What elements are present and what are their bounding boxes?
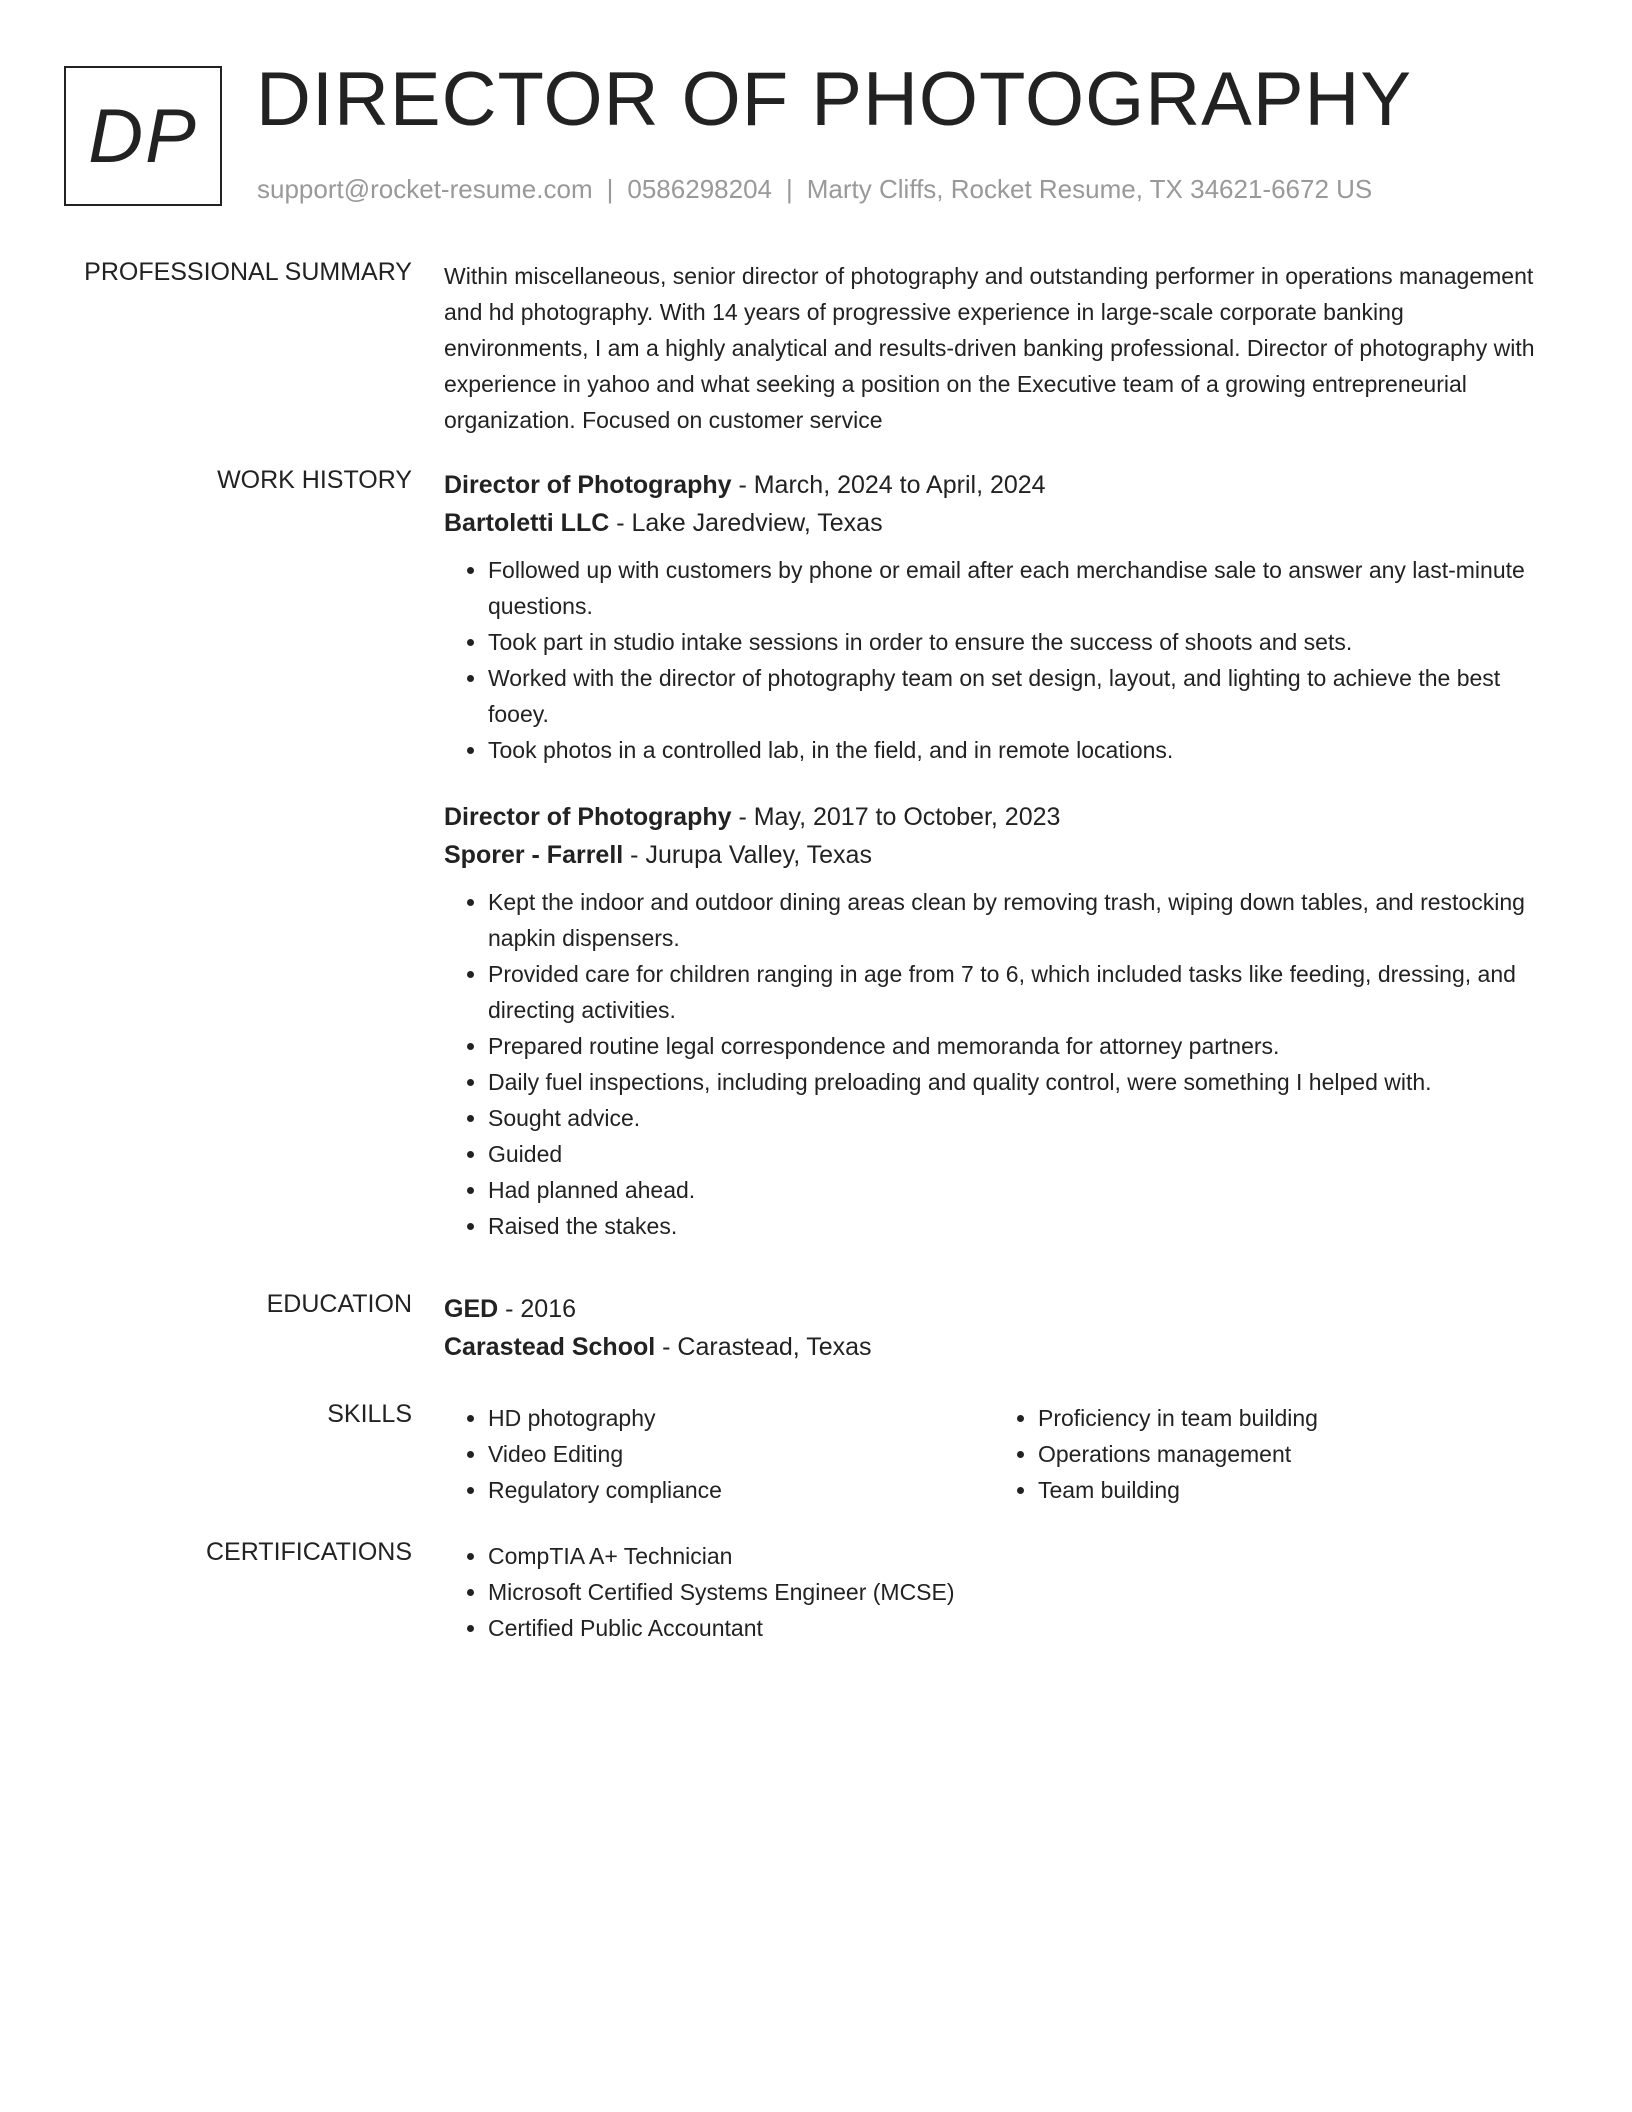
summary-text: Within miscellaneous, senior director of photography and outstanding performer in operations management and hd photography. With 14 years of progressive experience in large-scale corporate banking environments, I am a highly analytical and results-driven banking professional. Director of photography with experience in yahoo and what seeking a position on the Executive team of a growing entrepreneurial organization. Focused on customer service	[444, 263, 1535, 433]
work-label: WORK HISTORY	[217, 466, 412, 494]
list-item: • Proficiency in team building	[1038, 1400, 1538, 1436]
education-label: EDUCATION	[266, 1290, 412, 1318]
list-item: • Daily fuel inspections, including preloading and quality control, were something I helped with.	[488, 1064, 1544, 1100]
certifications-body	[444, 1538, 1544, 1646]
education-location: - Carastead, Texas	[655, 1333, 872, 1361]
contact-separator: |	[606, 174, 614, 204]
certifications-label: CERTIFICATIONS	[205, 1538, 412, 1566]
list-item: • Took photos in a controlled lab, in the field, and in remote locations.	[488, 732, 1544, 768]
list-item: • Certified Public Accountant	[488, 1610, 1544, 1646]
list-item: • Sought advice.	[488, 1100, 1544, 1136]
summary-body	[444, 258, 1544, 438]
list-item: • Kept the indoor and outdoor dining areas clean by removing trash, wiping down tables, and restocking napkin dispensers.	[488, 884, 1544, 956]
job-title-line	[444, 798, 1544, 836]
work-body	[444, 466, 1544, 1244]
list-item: • Raised the stakes.	[488, 1208, 1544, 1244]
contact-separator: |	[786, 174, 793, 204]
job-entry	[444, 466, 1544, 768]
education-degree: GED	[444, 1295, 499, 1323]
job-company-line	[444, 836, 1544, 874]
list-item: • Team building	[1038, 1472, 1538, 1508]
contact-phone[interactable]: 0586298204	[627, 174, 772, 204]
job-company: Sporer - Farrell	[444, 841, 624, 869]
skills-column-2	[988, 1400, 1538, 1508]
job-entry	[444, 798, 1544, 1244]
skills-grid	[444, 1400, 1544, 1508]
education-year: - 2016	[498, 1295, 577, 1323]
list-item: • Video Editing	[488, 1436, 988, 1472]
page-title: DIRECTOR OF PHOTOGRAPHY	[256, 57, 1413, 142]
job-company-line	[444, 504, 1544, 542]
job-location: - Lake Jaredview, Texas	[609, 509, 883, 537]
list-item: • Regulatory compliance	[488, 1472, 988, 1508]
job-title: Director of Photography	[444, 471, 732, 499]
job-dates: - March, 2024 to April, 2024	[731, 471, 1046, 499]
job-title: Director of Photography	[444, 803, 732, 831]
education-body	[444, 1290, 1544, 1366]
job-location: - Jurupa Valley, Texas	[623, 841, 872, 869]
job-bullets	[444, 884, 1544, 1244]
list-item: • Took part in studio intake sessions in order to ensure the success of shoots and sets.	[488, 624, 1544, 660]
list-item: • Worked with the director of photography team on set design, layout, and lighting to achieve the best fooey.	[488, 660, 1544, 732]
list-item: • Provided care for children ranging in age from 7 to 6, which included tasks like feeding, dressing, and directing activities.	[488, 956, 1544, 1028]
contact-address: Marty Cliffs, Rocket Resume, TX 34621-6672 US	[806, 174, 1373, 204]
job-dates: - May, 2017 to October, 2023	[731, 803, 1061, 831]
job-title-line	[444, 466, 1544, 504]
list-item: • Had planned ahead.	[488, 1172, 1544, 1208]
skills-label: SKILLS	[327, 1400, 412, 1428]
list-item: • Operations management	[1038, 1436, 1538, 1472]
list-item: • Microsoft Certified Systems Engineer (MCSE)	[488, 1574, 1544, 1610]
list-item: • Followed up with customers by phone or email after each merchandise sale to answer any last-minute questions.	[488, 552, 1544, 624]
certifications-list	[444, 1538, 1544, 1646]
education-degree-line	[444, 1290, 1544, 1328]
list-item: • Guided	[488, 1136, 1544, 1172]
skills-column-1	[444, 1400, 988, 1508]
education-school-line	[444, 1328, 1544, 1366]
summary-label: PROFESSIONAL SUMMARY	[84, 258, 412, 286]
job-bullets	[444, 552, 1544, 768]
skills-body	[444, 1400, 1544, 1508]
list-item: • CompTIA A+ Technician	[488, 1538, 1544, 1574]
monogram: DP	[64, 66, 222, 206]
contact-line	[257, 174, 1372, 205]
contact-email[interactable]: support@rocket-resume.com	[257, 174, 593, 204]
education-school: Carastead School	[444, 1333, 656, 1361]
job-company: Bartoletti LLC	[444, 509, 610, 537]
list-item: • HD photography	[488, 1400, 988, 1436]
list-item: • Prepared routine legal correspondence and memoranda for attorney partners.	[488, 1028, 1544, 1064]
